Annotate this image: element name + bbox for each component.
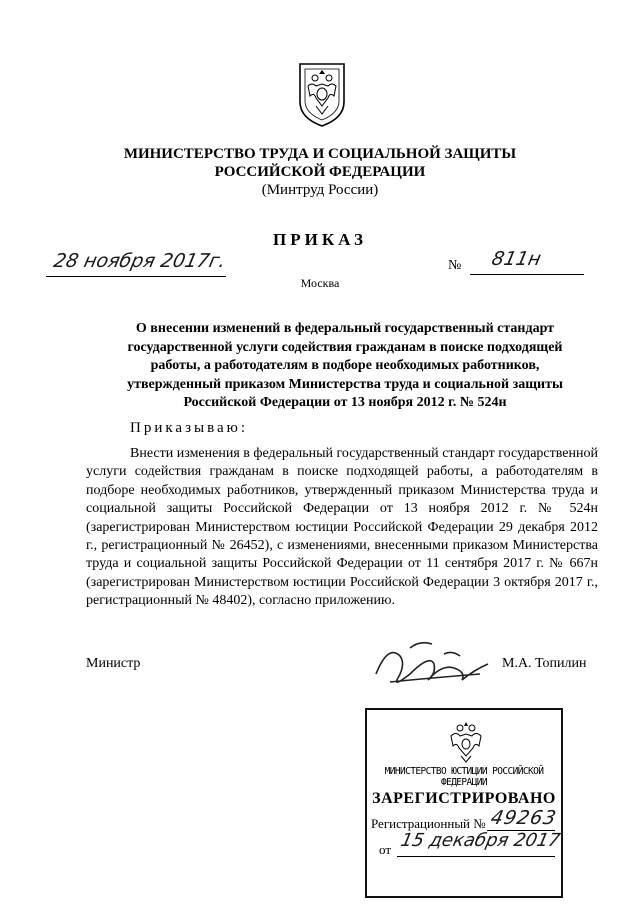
ministry-name-line2: РОССИЙСКОЙ ФЕДЕРАЦИИ <box>214 164 426 180</box>
stamp-organization: МИНИСТЕРСТВО ЮСТИЦИИ РОССИЙСКОЙ ФЕДЕРАЦИИ <box>384 766 544 788</box>
order-date-field <box>46 252 226 277</box>
subject-line: Российской Федерации от 13 ноября 2012 г. № 524н <box>183 395 507 411</box>
stamp-date-prefix: от <box>379 842 392 857</box>
stamp-reg-field <box>487 807 559 831</box>
stamp-emblem-icon <box>447 718 485 764</box>
handwritten-signature <box>370 634 500 698</box>
order-number-label: № <box>448 258 462 273</box>
coat-of-arms-emblem <box>296 60 348 128</box>
ministry-short-name: (Минтруд России) <box>261 182 379 198</box>
order-title: ПРИКАЗ <box>273 230 367 249</box>
stamp-status: ЗАРЕГИСТРИРОВАНО <box>372 790 556 807</box>
order-number-field <box>470 248 584 275</box>
subject-line: работы, а работодателям в подборе необходимых работников, <box>150 358 540 374</box>
subject-line: государственной услуги содействия гражданам в поиске подходящей <box>127 339 563 355</box>
stamp-reg-number: 49263 <box>488 807 559 829</box>
signatory-name: М.А. Топилин <box>502 656 587 671</box>
order-date: 28 ноября 2017г. <box>51 250 228 272</box>
order-subject <box>100 320 590 413</box>
ministry-name-line1: МИНИСТЕРСТВО ТРУДА И СОЦИАЛЬНОЙ ЗАЩИТЫ <box>123 146 517 162</box>
order-number: 811н <box>489 248 544 270</box>
directive: Приказываю: <box>130 420 248 436</box>
registration-stamp <box>365 708 563 898</box>
stamp-date: 15 декабря 2017 <box>398 830 563 851</box>
subject-line: О внесении изменений в федеральный государственный стандарт <box>135 321 555 336</box>
subject-line: утвержденный приказом Министерства труда и социальной защиты <box>127 376 563 392</box>
stamp-reg-label: Регистрационный № <box>371 816 486 831</box>
signatory-position: Министр <box>86 656 141 671</box>
order-city: Москва <box>300 276 340 290</box>
order-body: Внести изменения в федеральный государственный стандарт государственной услуги содействия гражданам в поиске подходящей работы, а работодателям в подборе необходимых работников, утвержденный приказом Министерства труда и социальной защиты Российской Федерации от 13 ноября 2012 г. № 524н (зарегистрирован Министерством юстиции Российской Федерации 29 декабря 2012 г., регистрационный № 26452), с изменениями, внесенными приказом Министерства труда и социальной защиты Российской Федерации от 11 сентября 2017 г. № 667н (зарегистрирован Министерством юстиции Российской Федерации 3 октября 2017 г., регистрационный № 48402), согласно приложению. <box>86 446 598 609</box>
stamp-date-field <box>397 830 563 857</box>
